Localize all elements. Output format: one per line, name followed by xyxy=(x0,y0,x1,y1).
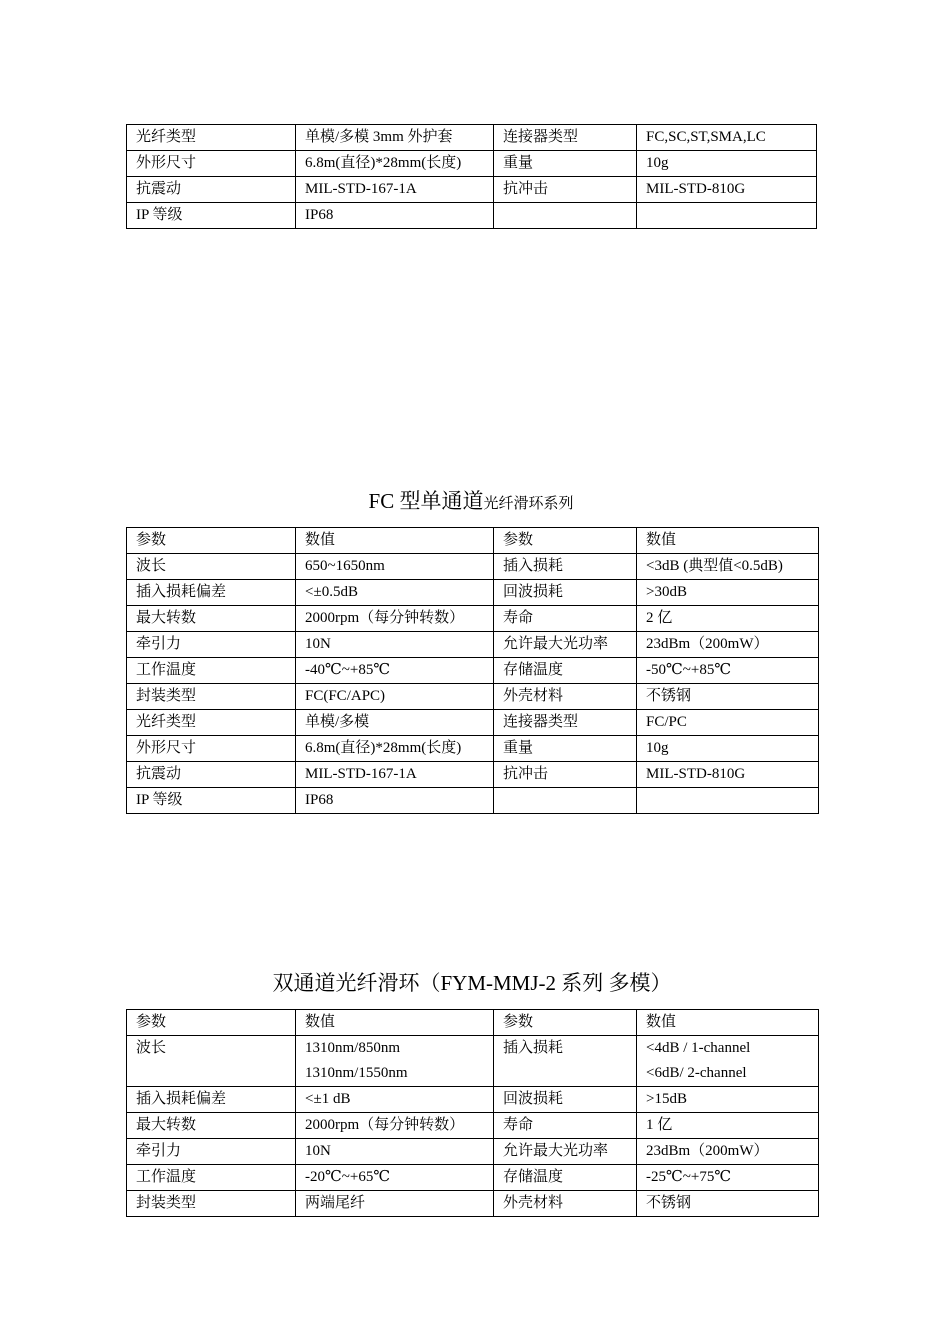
spec-table-dual xyxy=(126,1009,819,1217)
table-row xyxy=(127,632,819,658)
table-row xyxy=(127,1139,819,1165)
table-row xyxy=(127,177,817,203)
param-value: 2 亿 xyxy=(637,606,819,632)
param-label: 插入损耗 xyxy=(494,1036,637,1087)
section-title-main: FC 型单通道 xyxy=(368,489,484,513)
param-label: 允许最大光功率 xyxy=(494,1139,637,1165)
table-row xyxy=(127,1165,819,1191)
param-value xyxy=(637,788,819,814)
param-label: 光纤类型 xyxy=(127,710,296,736)
param-value: IP68 xyxy=(296,203,494,229)
param-value: MIL-STD-167-1A xyxy=(296,762,494,788)
param-value: 单模/多模 3mm 外护套 xyxy=(296,125,494,151)
wavelength-value-1: 1310nm/850nm xyxy=(305,1040,401,1056)
param-value: 23dBm（200mW） xyxy=(637,1139,819,1165)
param-value: 10g xyxy=(637,736,819,762)
param-value: 23dBm（200mW） xyxy=(637,632,819,658)
param-value: 10g xyxy=(637,151,817,177)
table-row xyxy=(127,1036,819,1087)
param-label: 重量 xyxy=(494,736,637,762)
param-value: -40℃~+85℃ xyxy=(296,658,494,684)
table-row xyxy=(127,1087,819,1113)
param-value: <±0.5dB xyxy=(296,580,494,606)
param-value: 不锈钢 xyxy=(637,684,819,710)
param-value xyxy=(296,1036,494,1087)
param-value xyxy=(637,203,817,229)
param-value: 10N xyxy=(296,632,494,658)
param-value: 两端尾纤 xyxy=(296,1191,494,1217)
param-label: 抗震动 xyxy=(127,762,296,788)
param-label: 回波损耗 xyxy=(494,580,637,606)
param-value: FC/PC xyxy=(637,710,819,736)
param-label: 波长 xyxy=(127,1036,296,1087)
param-value: <±1 dB xyxy=(296,1087,494,1113)
header-cell: 参数 xyxy=(494,1010,637,1036)
param-value xyxy=(637,1036,819,1087)
spec-table-fc xyxy=(126,527,819,814)
param-label: 最大转数 xyxy=(127,1113,296,1139)
header-cell: 参数 xyxy=(494,528,637,554)
param-value: 6.8m(直径)*28mm(长度) xyxy=(296,151,494,177)
param-value: 6.8m(直径)*28mm(长度) xyxy=(296,736,494,762)
param-value: 650~1650nm xyxy=(296,554,494,580)
param-value: MIL-STD-810G xyxy=(637,762,819,788)
table-row xyxy=(127,125,817,151)
param-value: MIL-STD-167-1A xyxy=(296,177,494,203)
param-label: 牵引力 xyxy=(127,632,296,658)
section-title-small: 光纤滑环系列 xyxy=(483,496,574,512)
param-value: >15dB xyxy=(637,1087,819,1113)
param-value: -50℃~+85℃ xyxy=(637,658,819,684)
param-label: 重量 xyxy=(494,151,637,177)
param-label: 最大转数 xyxy=(127,606,296,632)
table-row xyxy=(127,658,819,684)
table-row xyxy=(127,1113,819,1139)
param-label: 连接器类型 xyxy=(494,710,637,736)
param-label: 工作温度 xyxy=(127,1165,296,1191)
table-row xyxy=(127,788,819,814)
param-value: 1 亿 xyxy=(637,1113,819,1139)
table-row xyxy=(127,554,819,580)
table-row xyxy=(127,684,819,710)
param-label: 波长 xyxy=(127,554,296,580)
table-header-row xyxy=(127,1010,819,1036)
param-label: 光纤类型 xyxy=(127,125,296,151)
param-label xyxy=(494,788,637,814)
param-label: 插入损耗 xyxy=(494,554,637,580)
param-value: 2000rpm（每分钟转数） xyxy=(296,1113,494,1139)
param-label: 插入损耗偏差 xyxy=(127,1087,296,1113)
param-label: 插入损耗偏差 xyxy=(127,580,296,606)
table-header-row xyxy=(127,528,819,554)
param-label: 回波损耗 xyxy=(494,1087,637,1113)
param-label: 存储温度 xyxy=(494,1165,637,1191)
table-row xyxy=(127,1191,819,1217)
param-label: 寿命 xyxy=(494,1113,637,1139)
header-cell: 参数 xyxy=(127,1010,296,1036)
table-row xyxy=(127,710,819,736)
wavelength-value-2: 1310nm/1550nm xyxy=(305,1065,408,1081)
param-label: 外壳材料 xyxy=(494,684,637,710)
param-label: 外形尺寸 xyxy=(127,151,296,177)
param-label: IP 等级 xyxy=(127,788,296,814)
param-label: 寿命 xyxy=(494,606,637,632)
spec-table-top xyxy=(126,124,817,229)
param-value: 不锈钢 xyxy=(637,1191,819,1217)
table-row xyxy=(127,762,819,788)
param-value: FC(FC/APC) xyxy=(296,684,494,710)
header-cell: 数值 xyxy=(637,1010,819,1036)
header-cell: 数值 xyxy=(637,528,819,554)
header-cell: 数值 xyxy=(296,1010,494,1036)
table-row xyxy=(127,580,819,606)
section-title-fc xyxy=(126,487,816,518)
param-value: 2000rpm（每分钟转数） xyxy=(296,606,494,632)
param-label: 允许最大光功率 xyxy=(494,632,637,658)
header-cell: 参数 xyxy=(127,528,296,554)
table-row xyxy=(127,203,817,229)
param-value: 单模/多模 xyxy=(296,710,494,736)
header-cell: 数值 xyxy=(296,528,494,554)
param-value: 10N xyxy=(296,1139,494,1165)
param-label: 连接器类型 xyxy=(494,125,637,151)
param-label: 存储温度 xyxy=(494,658,637,684)
param-label: 外壳材料 xyxy=(494,1191,637,1217)
param-label: 工作温度 xyxy=(127,658,296,684)
param-value: <3dB (典型值<0.5dB) xyxy=(637,554,819,580)
param-value: -25℃~+75℃ xyxy=(637,1165,819,1191)
param-value: -20℃~+65℃ xyxy=(296,1165,494,1191)
param-label: 牵引力 xyxy=(127,1139,296,1165)
section-title-dual: 双通道光纤滑环（FYM-MMJ-2 系列 多模） xyxy=(272,971,672,995)
param-label: 封装类型 xyxy=(127,1191,296,1217)
param-label: 抗冲击 xyxy=(494,762,637,788)
table-row xyxy=(127,736,819,762)
param-value: >30dB xyxy=(637,580,819,606)
table-row xyxy=(127,151,817,177)
param-label: 封装类型 xyxy=(127,684,296,710)
param-label xyxy=(494,203,637,229)
param-label: IP 等级 xyxy=(127,203,296,229)
param-label: 抗震动 xyxy=(127,177,296,203)
insertion-loss-1: <4dB / 1-channel xyxy=(646,1040,751,1056)
param-value: IP68 xyxy=(296,788,494,814)
table-row xyxy=(127,606,819,632)
param-label: 外形尺寸 xyxy=(127,736,296,762)
param-label: 抗冲击 xyxy=(494,177,637,203)
param-value: MIL-STD-810G xyxy=(637,177,817,203)
insertion-loss-2: <6dB/ 2-channel xyxy=(646,1065,747,1081)
param-value: FC,SC,ST,SMA,LC xyxy=(637,125,817,151)
